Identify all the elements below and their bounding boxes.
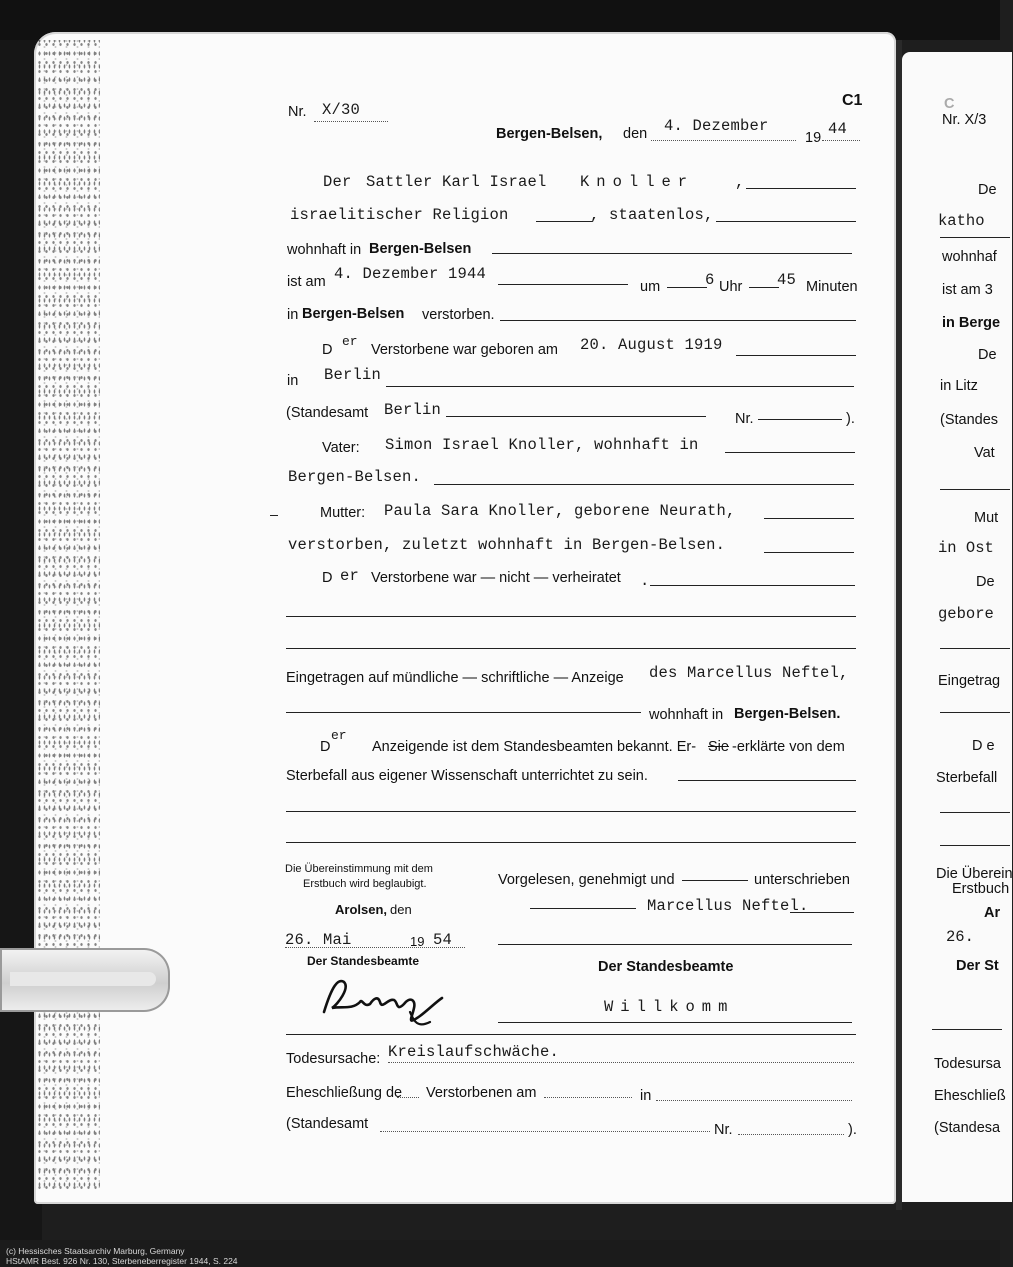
cause-dotted-line xyxy=(388,1062,854,1063)
rule-line xyxy=(536,221,592,222)
certify-line2: Erstbuch wird beglaubigt. xyxy=(303,878,427,890)
birth-nr-label: Nr. xyxy=(735,411,754,427)
facing-mut: Mut xyxy=(974,510,999,526)
eingetragen-label: Eingetragen auf mündliche — schriftliche — Anzeige xyxy=(286,670,624,686)
informant: des Marcellus Neftel, xyxy=(649,664,849,682)
facing-rule xyxy=(940,489,1010,490)
facing-de2: De xyxy=(978,347,997,363)
marriage-label: Eheschließung de xyxy=(286,1085,403,1101)
report-d: D xyxy=(320,739,331,755)
certify-line1: Die Übereinstimmung mit dem xyxy=(285,863,433,875)
date-dotted-line xyxy=(651,140,796,141)
birth-standesamt: Berlin xyxy=(384,401,442,419)
facing-istam: ist am 3 xyxy=(942,282,993,298)
facing-todesurs: Todesursa xyxy=(934,1056,1001,1072)
page-edge-speckle xyxy=(36,40,100,1190)
rule-line xyxy=(286,648,856,649)
facing-inlitz: in Litz xyxy=(940,378,978,394)
rule-line xyxy=(498,944,852,945)
facing-gebore: gebore xyxy=(938,605,994,623)
facing-standesa: (Standesa xyxy=(934,1120,1001,1136)
page-tab-highlight xyxy=(10,972,156,986)
form-code: C1 xyxy=(842,92,863,109)
rule-line xyxy=(736,355,856,356)
marriage-standesamt: (Standesamt xyxy=(286,1116,369,1132)
certify-den: den xyxy=(390,902,412,917)
facing-page-content xyxy=(902,52,1013,1202)
deceased-religion: israelitischer Religion xyxy=(290,206,509,224)
rule-line xyxy=(492,253,852,254)
facing-derst: Der St xyxy=(956,958,999,974)
facing-standes: (Standes xyxy=(940,412,999,428)
rule-line xyxy=(286,1034,856,1035)
in-label: in xyxy=(287,307,299,323)
vater-label: Vater: xyxy=(322,440,360,456)
cause-value: Kreislaufschwäche. xyxy=(388,1043,560,1061)
rule-line xyxy=(764,552,854,553)
marriage-dotted-line xyxy=(397,1097,419,1098)
rule-line xyxy=(498,284,628,285)
rule-line xyxy=(746,188,856,189)
header-date: 4. Dezember xyxy=(664,117,769,135)
report-text1: Anzeigende ist dem Standesbeamten bekannt. Er- xyxy=(372,739,697,755)
facing-katho: katho xyxy=(938,212,985,230)
birth-date: 20. August 1919 xyxy=(580,336,723,354)
rule-line xyxy=(286,712,641,713)
rule-line xyxy=(749,287,779,288)
rule-line xyxy=(682,880,748,881)
facing-vat: Vat xyxy=(974,445,995,461)
facing-rule xyxy=(940,648,1010,649)
wohnhaft-label: wohnhaft in xyxy=(287,242,362,258)
birth-close: ). xyxy=(846,411,855,427)
mutter-label: Mutter: xyxy=(320,505,366,521)
vater-line1: Simon Israel Knoller, wohnhaft in xyxy=(385,436,699,454)
archive-footer xyxy=(6,1246,238,1266)
marriage-verst: Verstorbenen am xyxy=(426,1085,537,1101)
marriage-in: in xyxy=(640,1088,652,1104)
deceased-surname: Knoller xyxy=(580,173,695,191)
facing-rule xyxy=(940,845,1010,846)
margin-tick xyxy=(270,515,278,516)
verstorben-label: verstorben. xyxy=(422,307,495,323)
facing-code: C xyxy=(944,96,955,112)
death-date: 4. Dezember 1944 xyxy=(334,265,487,283)
header-year-suffix: 44 xyxy=(828,120,848,138)
facing-inberge: in Berge xyxy=(942,315,1001,331)
birth-d: D xyxy=(322,342,333,358)
facing-rule xyxy=(940,712,1010,713)
facing-rule xyxy=(940,237,1010,238)
rule-line xyxy=(286,811,856,812)
rule-line xyxy=(764,518,854,519)
minuten-label: Minuten xyxy=(806,279,858,295)
header-place: Bergen-Belsen, xyxy=(496,126,603,142)
marriage-dotted-line xyxy=(544,1097,632,1098)
nr-label: Nr. xyxy=(288,104,307,120)
facing-de1: De xyxy=(978,182,997,198)
certify-standesbeamte: Der Standesbeamte xyxy=(307,954,420,968)
report-text2: -erklärte von dem xyxy=(732,739,845,755)
marriage-dotted-line xyxy=(380,1131,710,1132)
marital-text: Verstorbene war — nicht — verheiratet xyxy=(371,570,621,586)
rule-line xyxy=(286,616,856,617)
marital-er: er xyxy=(340,567,360,585)
facing-de3: De xyxy=(976,574,995,590)
mutter-line2: verstorben, zuletzt wohnhaft in Bergen-Belsen. xyxy=(288,536,726,554)
deceased-occupation-name: Sattler Karl Israel xyxy=(366,173,547,191)
approval-text1: Vorgelesen, genehmigt und xyxy=(498,872,675,888)
uhr-label: Uhr xyxy=(719,279,743,295)
rule-line xyxy=(386,386,854,387)
certify-year-19: 19 xyxy=(410,934,425,949)
facing-ar: Ar xyxy=(984,905,1001,921)
facing-nr: Nr. X/3 xyxy=(942,112,987,128)
rule-line xyxy=(446,416,706,417)
rule-line xyxy=(530,908,636,909)
rule-line xyxy=(500,320,856,321)
nr-dotted-line xyxy=(314,121,388,122)
footer-line2: HStAMR Best. 926 Nr. 130, Sterbeneberregister 1944, S. 224 xyxy=(6,1256,238,1266)
report-wohnhaft-place: Bergen-Belsen. xyxy=(734,706,841,722)
death-minutes: 45 xyxy=(777,271,797,289)
rule-line xyxy=(434,484,854,485)
standesamt-label: (Standesamt xyxy=(286,405,369,421)
rule-line xyxy=(286,842,856,843)
header-den: den xyxy=(623,126,648,142)
rule-line xyxy=(790,912,854,913)
marriage-nr: Nr. xyxy=(714,1122,733,1138)
certify-place: Arolsen, xyxy=(335,902,388,917)
approval-standesbeamte: Der Standesbeamte xyxy=(598,959,734,975)
facing-eingetrag: Eingetrag xyxy=(938,673,1001,689)
vater-line2: Bergen-Belsen. xyxy=(288,468,422,486)
death-hour: 6 xyxy=(705,271,715,289)
marital-dot: . xyxy=(640,572,650,590)
facing-uberein: Die Überein xyxy=(936,866,1013,882)
facing-eheschlie: Eheschließ xyxy=(934,1088,1006,1104)
report-sie-struck: Sie xyxy=(708,739,729,755)
facing-erstbuch: Erstbuch xyxy=(952,881,1010,897)
facing-rule xyxy=(940,812,1010,813)
facing-de4: D e xyxy=(972,738,995,754)
um-label: um xyxy=(640,279,661,295)
birth-er: er xyxy=(342,334,358,349)
birth-place: Berlin xyxy=(324,366,382,384)
rule-line xyxy=(716,221,856,222)
approval-text2: unterschrieben xyxy=(754,872,850,888)
mutter-line1: Paula Sara Knoller, geborene Neurath, xyxy=(384,502,736,520)
certify-dotted-line xyxy=(285,947,465,948)
approval-official: Willkomm xyxy=(604,998,735,1016)
rule-line xyxy=(667,287,707,288)
year-dotted-line xyxy=(822,140,860,141)
rule-line xyxy=(498,1022,852,1023)
cause-label: Todesursache: xyxy=(286,1051,381,1067)
deceased-prefix: Der xyxy=(323,173,352,191)
birth-in-label: in xyxy=(287,373,299,389)
report-er: er xyxy=(331,728,347,743)
marriage-close: ). xyxy=(848,1122,857,1138)
facing-date: 26. xyxy=(946,928,974,946)
facing-rule xyxy=(932,1029,1002,1030)
facing-sterbefall: Sterbefall xyxy=(936,770,998,786)
died-place: Bergen-Belsen xyxy=(302,306,405,322)
birth-text: Verstorbene war geboren am xyxy=(371,342,558,358)
facing-inost: in Ost xyxy=(938,539,994,557)
rule-line xyxy=(758,419,842,420)
deceased-status: , staatenlos, xyxy=(590,206,714,224)
approval-signer: Marcellus Neftel. xyxy=(647,897,809,915)
marriage-dotted-line xyxy=(656,1100,852,1101)
wohnhaft-place: Bergen-Belsen xyxy=(369,241,472,257)
ist-am-label: ist am xyxy=(287,274,326,290)
marital-d: D xyxy=(322,570,333,586)
report-line2: Sterbefall aus eigener Wissenschaft unterrichtet zu sein. xyxy=(286,768,648,784)
facing-wohnhaf: wohnhaf xyxy=(942,249,997,265)
footer-line1: (c) Hessisches Staatsarchiv Marburg, Germany xyxy=(6,1246,185,1256)
marriage-dotted-line xyxy=(738,1134,844,1135)
header-year-prefix: 19 xyxy=(805,130,822,146)
register-number: X/30 xyxy=(322,101,361,119)
handwritten-signature-icon xyxy=(318,972,448,1032)
rule-line xyxy=(650,585,855,586)
certify-year-54: 54 xyxy=(433,931,453,949)
rule-line xyxy=(725,452,855,453)
deceased-comma: , xyxy=(735,173,745,191)
report-wohnhaft-label: wohnhaft in xyxy=(649,707,724,723)
rule-line xyxy=(678,780,856,781)
certify-date: 26. Mai xyxy=(285,931,352,949)
